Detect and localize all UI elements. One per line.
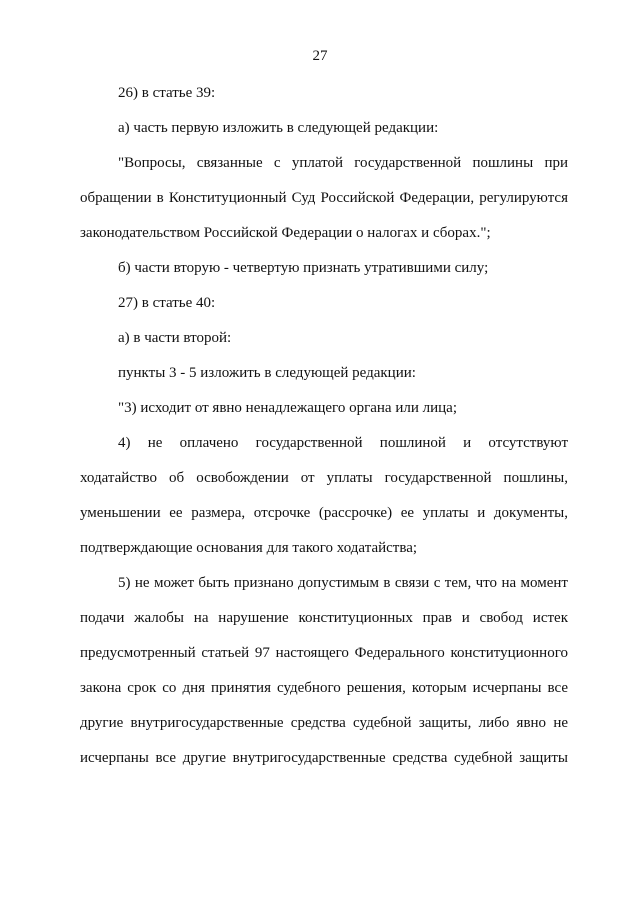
text-line: исчерпаны все другие внутригосударственные средства судебной защиты <box>80 750 568 766</box>
text-line: а) часть первую изложить в следующей редакции: <box>118 120 439 136</box>
text-line: пункты 3 - 5 изложить в следующей редакции: <box>118 365 416 381</box>
text-line: другие внутригосударственные средства судебной защиты, либо явно не <box>80 715 568 731</box>
text-line: предусмотренный статьей 97 настоящего Федерального конституционного <box>80 645 568 661</box>
text-line: законодательством Российской Федерации о налогах и сборах."; <box>80 225 491 241</box>
text-line: уменьшении ее размера, отсрочке (рассрочке) ее уплаты и документы, <box>80 505 568 521</box>
page-number: 27 <box>312 48 328 64</box>
text-line: подтверждающие основания для такого ходатайства; <box>80 540 418 556</box>
text-line: 27) в статье 40: <box>118 295 216 311</box>
text-line: 5) не может быть признано допустимым в связи с тем, что на момент <box>118 575 568 591</box>
text-line: подачи жалобы на нарушение конституционных прав и свобод истек <box>80 610 568 626</box>
text-line: б) части вторую - четвертую признать утратившими силу; <box>118 260 489 276</box>
text-line: 4) не оплачено государственной пошлиной и отсутствуют <box>118 435 568 451</box>
text-line: "3) исходит от явно ненадлежащего органа или лица; <box>118 400 457 416</box>
text-line: "Вопросы, связанные с уплатой государственной пошлины при <box>118 155 568 171</box>
text-line: 26) в статье 39: <box>118 85 216 101</box>
text-line: а) в части второй: <box>118 330 232 346</box>
text-line: обращении в Конституционный Суд Российской Федерации, регулируются <box>80 190 568 206</box>
text-line: ходатайство об освобождении от уплаты государственной пошлины, <box>80 470 568 486</box>
text-line: закона срок со дня принятия судебного решения, которым исчерпаны все <box>80 680 568 696</box>
